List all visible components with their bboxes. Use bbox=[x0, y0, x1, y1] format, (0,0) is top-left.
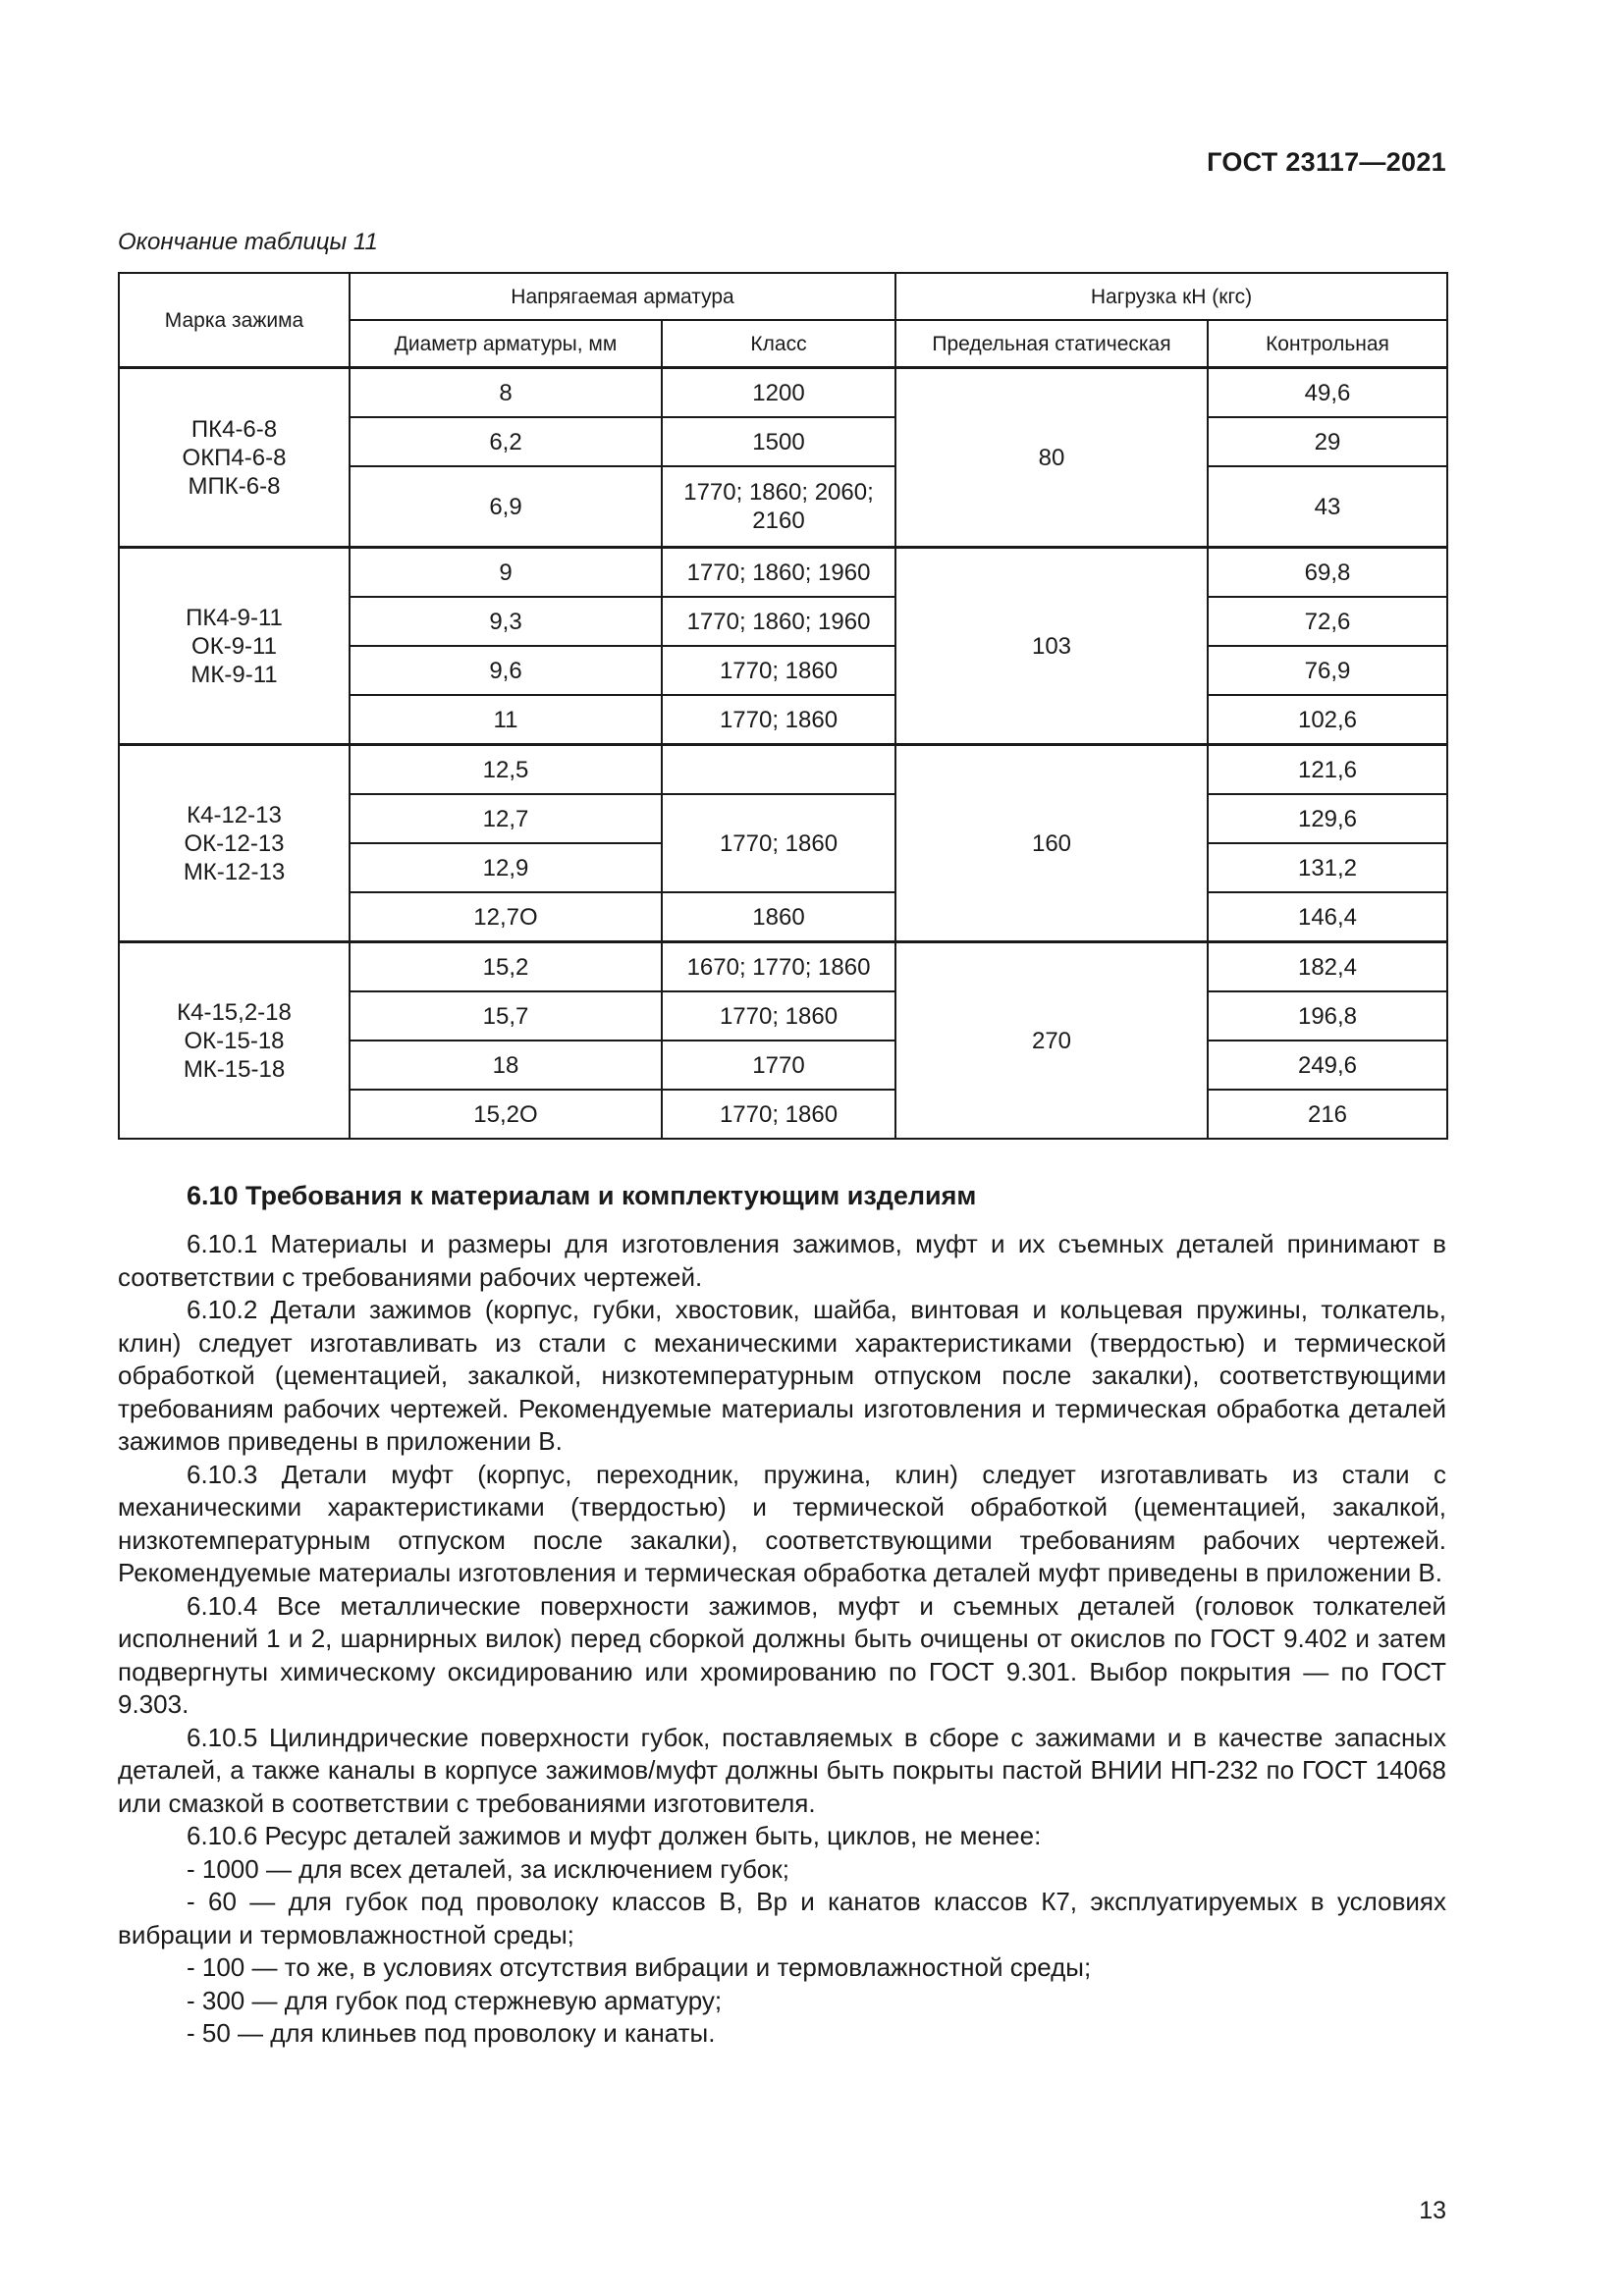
control-load-cell: 102,6 bbox=[1208, 695, 1447, 745]
list-item: - 1000 — для всех деталей, за исключением губок; bbox=[187, 1853, 789, 1884]
control-load-cell: 131,2 bbox=[1208, 843, 1447, 892]
control-load-cell: 69,8 bbox=[1208, 548, 1447, 598]
diameter-cell: 12,7O bbox=[350, 892, 662, 942]
paragraph: 6.10.6 Ресурс деталей зажимов и муфт должен быть, циклов, не менее: bbox=[187, 1821, 1042, 1850]
standard-designation: ГОСТ 23117—2021 bbox=[1207, 147, 1446, 177]
class-cell bbox=[662, 745, 895, 795]
diameter-cell: 8 bbox=[350, 368, 662, 418]
table-row bbox=[119, 942, 1447, 992]
control-load-cell: 196,8 bbox=[1208, 991, 1447, 1041]
clamp-mark-cell: К4-15,2-18 ОК-15-18 МК-15-18 bbox=[119, 942, 350, 1140]
control-load-cell: 249,6 bbox=[1208, 1041, 1447, 1090]
control-load-cell: 49,6 bbox=[1208, 368, 1447, 418]
class-cell: 1670; 1770; 1860 bbox=[662, 942, 895, 992]
ultimate-load-cell: 103 bbox=[895, 548, 1208, 745]
control-load-cell: 182,4 bbox=[1208, 942, 1447, 992]
control-load-cell: 43 bbox=[1208, 466, 1447, 548]
control-load-cell: 146,4 bbox=[1208, 892, 1447, 942]
header-load: Нагрузка кН (кгс) bbox=[895, 273, 1447, 320]
diameter-cell: 18 bbox=[350, 1041, 662, 1090]
clamp-mark-cell: ПК4-9-11 ОК-9-11 МК-9-11 bbox=[119, 548, 350, 745]
paragraph: 6.10.2 Детали зажимов (корпус, губки, хвостовик, шайба, винтовая и кольцевая пружины, толкатель, клин) следует изготавливать из стали с механическими характеристиками (твердостью) и термической обработкой (цементацией, закалкой, низкотемпературным отпуском после закалки), соответствующими требованиям рабочих чертежей. Рекомендуемые материалы изготовления и термическая обработка деталей зажимов приведены в приложении В. bbox=[118, 1295, 1446, 1456]
clamp-mark-cell: ПК4-6-8 ОКП4-6-8 МПК-6-8 bbox=[119, 368, 350, 548]
diameter-cell: 15,2 bbox=[350, 942, 662, 992]
diameter-cell: 15,7 bbox=[350, 991, 662, 1041]
control-load-cell: 121,6 bbox=[1208, 745, 1447, 795]
section-title: 6.10 Требования к материалам и комплектующим изделиям bbox=[187, 1181, 977, 1210]
class-cell: 1860 bbox=[662, 892, 895, 942]
header-class: Класс bbox=[662, 320, 895, 368]
paragraph: 6.10.4 Все металлические поверхности зажимов, муфт и съемных деталей (головок толкателей исполнений 1 и 2, шарнирных вилок) перед сборкой должны быть очищены от окислов по ГОСТ 9.402 и затем подвергнуты химическому оксидированию или хромированию по ГОСТ 9.301. Выбор покрытия — по ГОСТ 9.303. bbox=[118, 1590, 1446, 1719]
header-diameter: Диаметр арматуры, мм bbox=[350, 320, 662, 368]
class-cell: 1770 bbox=[662, 1041, 895, 1090]
ultimate-load-cell: 270 bbox=[895, 942, 1208, 1140]
list-item: - 300 — для губок под стержневую арматуру; bbox=[187, 1985, 723, 2015]
control-load-cell: 76,9 bbox=[1208, 646, 1447, 695]
section-body bbox=[118, 1228, 1446, 2051]
list-item: - 60 — для губок под проволоку классов В, Вр и канатов классов К7, эксплуатируемых в условиях вибрации и термовлажностной среды; bbox=[118, 1887, 1446, 1949]
class-cell: 1770; 1860 bbox=[662, 646, 895, 695]
table-row bbox=[119, 745, 1447, 795]
list-item: - 100 — то же, в условиях отсутствия вибрации и термовлажностной среды; bbox=[187, 1952, 1092, 1982]
clamp-mark-cell: К4-12-13 ОК-12-13 МК-12-13 bbox=[119, 745, 350, 942]
class-cell: 1500 bbox=[662, 417, 895, 466]
list-item: - 50 — для клиньев под проволоку и канаты. bbox=[187, 2018, 716, 2048]
page-number: 13 bbox=[1419, 2197, 1446, 2224]
diameter-cell: 9,6 bbox=[350, 646, 662, 695]
header-tendon: Напрягаемая арматура bbox=[350, 273, 895, 320]
class-cell: 1770; 1860; 2060; 2160 bbox=[662, 466, 895, 548]
paragraph: 6.10.1 Материалы и размеры для изготовления зажимов, муфт и их съемных деталей принимают в соответствии с требованиями рабочих чертежей. bbox=[118, 1229, 1446, 1292]
control-load-cell: 129,6 bbox=[1208, 794, 1447, 843]
diameter-cell: 9 bbox=[350, 548, 662, 598]
class-cell: 1770; 1860; 1960 bbox=[662, 548, 895, 598]
ultimate-load-cell: 80 bbox=[895, 368, 1208, 548]
diameter-cell: 15,2O bbox=[350, 1090, 662, 1139]
class-cell: 1770; 1860; 1960 bbox=[662, 597, 895, 646]
class-cell: 1770; 1860 bbox=[662, 991, 895, 1041]
control-load-cell: 29 bbox=[1208, 417, 1447, 466]
control-load-cell: 72,6 bbox=[1208, 597, 1447, 646]
diameter-cell: 11 bbox=[350, 695, 662, 745]
table-row bbox=[119, 368, 1447, 418]
class-cell: 1200 bbox=[662, 368, 895, 418]
diameter-cell: 12,5 bbox=[350, 745, 662, 795]
ultimate-load-cell: 160 bbox=[895, 745, 1208, 942]
diameter-cell: 12,7 bbox=[350, 794, 662, 843]
diameter-cell: 6,2 bbox=[350, 417, 662, 466]
diameter-cell: 9,3 bbox=[350, 597, 662, 646]
class-cell: 1770; 1860 bbox=[662, 1090, 895, 1139]
header-ultimate-load: Предельная статическая bbox=[895, 320, 1208, 368]
header-control-load: Контрольная bbox=[1208, 320, 1447, 368]
header-clamp-mark: Марка зажима bbox=[119, 273, 350, 368]
table-caption: Окончание таблицы 11 bbox=[118, 229, 378, 255]
clamp-specification-table bbox=[118, 272, 1448, 1140]
table-row bbox=[119, 548, 1447, 598]
paragraph: 6.10.3 Детали муфт (корпус, переходник, пружина, клин) следует изготавливать из стали с механическими характеристиками (твердостью) и термической обработкой (цементацией, закалкой, низкотемпературным отпуском после закалки), соответствующими требованиям рабочих чертежей. Рекомендуемые материалы изготовления и термическая обработка деталей муфт приведены в приложении В. bbox=[118, 1459, 1446, 1587]
diameter-cell: 12,9 bbox=[350, 843, 662, 892]
class-cell: 1770; 1860 bbox=[662, 695, 895, 745]
paragraph: 6.10.5 Цилиндрические поверхности губок, поставляемых в сборе с зажимами и в качестве запасных деталей, а также каналы в корпусе зажимов/муфт должны быть покрыты пастой ВНИИ НП-232 по ГОСТ 14068 или смазкой в соответствии с требованиями изготовителя. bbox=[118, 1722, 1446, 1818]
class-cell: 1770; 1860 bbox=[662, 794, 895, 892]
diameter-cell: 6,9 bbox=[350, 466, 662, 548]
control-load-cell: 216 bbox=[1208, 1090, 1447, 1139]
